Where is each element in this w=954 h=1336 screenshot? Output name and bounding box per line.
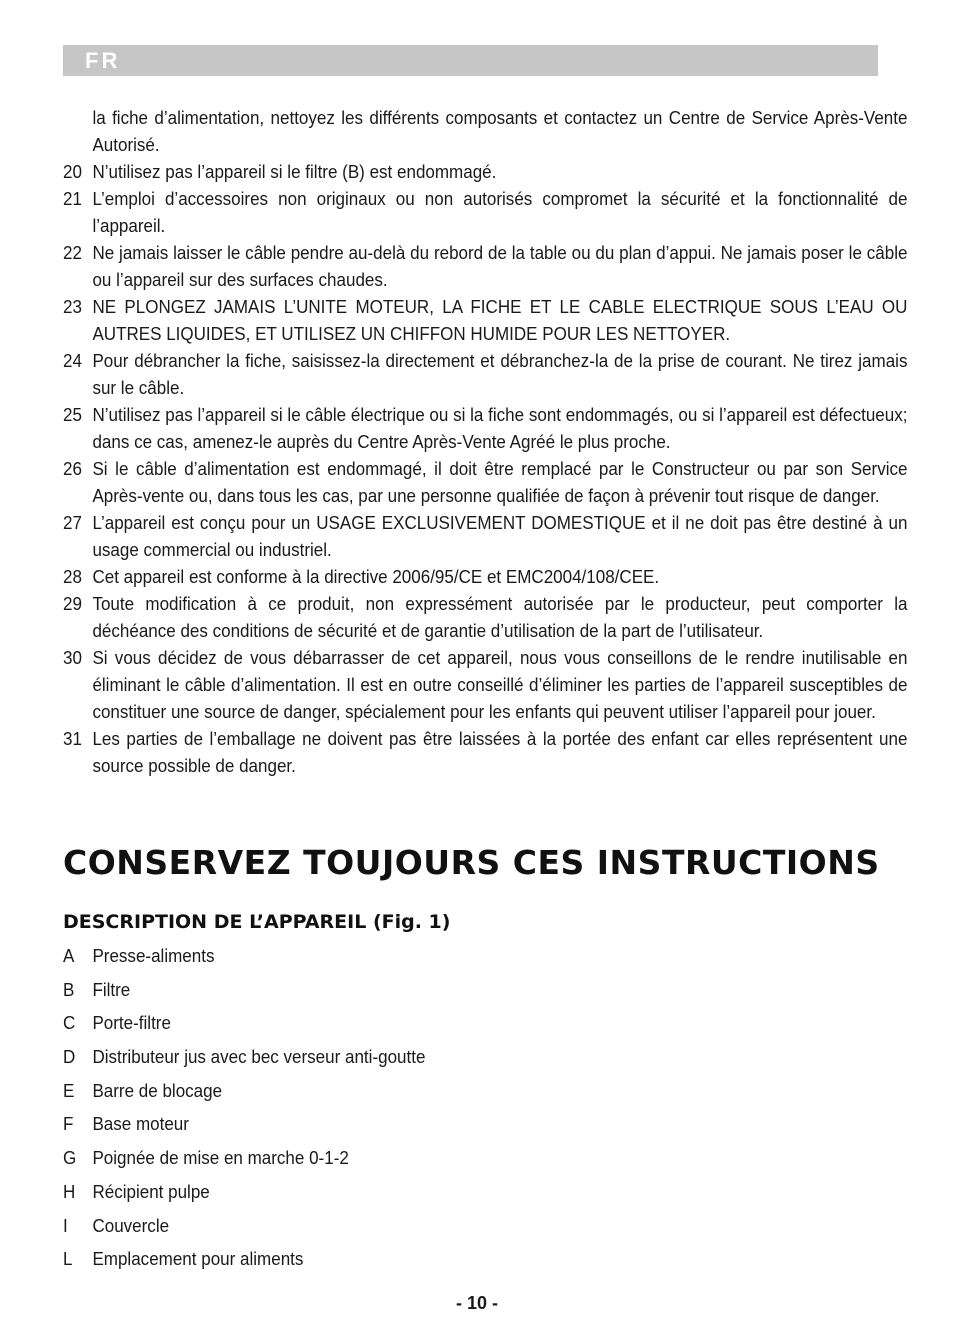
- rule-number: 31: [63, 728, 82, 749]
- rule-number: 25: [63, 404, 82, 425]
- section-heading: DESCRIPTION DE L’APPAREIL (Fig. 1): [63, 911, 451, 933]
- part-item: [63, 1012, 425, 1046]
- part-label: Poignée de mise en marche 0-1-2: [92, 1147, 349, 1169]
- rule-item: [63, 725, 907, 779]
- part-label: Récipient pulpe: [92, 1180, 210, 1202]
- rule-text: L’appareil est conçu pour un USAGE EXCLUSIVEMENT DOMESTIQUE et il ne doit pas être destiné à un usage commercial ou industriel.: [92, 512, 908, 560]
- language-label: FR: [85, 48, 121, 73]
- part-letter: F: [63, 1113, 74, 1135]
- rule-text: Pour débrancher la fiche, saisissez-la directement et débranchez-la de la prise de courant. Ne tirez jamais sur le câble.: [92, 350, 908, 398]
- rule-number: 29: [63, 593, 82, 614]
- parts-list: [63, 945, 457, 1282]
- part-letter: E: [63, 1079, 75, 1101]
- part-item: [63, 1147, 425, 1181]
- part-item: [63, 1080, 425, 1114]
- rule-item: [63, 644, 907, 725]
- part-label: Base moteur: [92, 1113, 189, 1135]
- page-number: - 10 -: [455, 1293, 498, 1313]
- part-label: Barre de blocage: [92, 1079, 223, 1101]
- rule-item: [63, 563, 907, 590]
- rule-number: 21: [63, 188, 82, 209]
- rule-item: [63, 104, 907, 158]
- part-letter: I: [63, 1214, 68, 1236]
- rule-text: Les parties de l’emballage ne doivent pas être laissées à la portée des enfant car elles représentent une source possible de danger.: [92, 728, 908, 776]
- rule-item: [63, 347, 907, 401]
- part-letter: L: [63, 1248, 73, 1270]
- part-item: [63, 1113, 425, 1147]
- rule-item: [63, 401, 907, 455]
- rule-text: Si le câble d’alimentation est endommagé, il doit être remplacé par le Constructeur ou par son Service Après-vente ou, dans tous les cas, par une personne qualifiée de façon à prévenir tout risque de danger.: [92, 458, 908, 506]
- rule-number: 27: [63, 512, 82, 533]
- part-item: [63, 1181, 425, 1215]
- page-title: CONSERVEZ TOUJOURS CES INSTRUCTIONS: [63, 843, 880, 882]
- rule-item: [63, 185, 907, 239]
- part-item: [63, 945, 425, 979]
- rule-number: 20: [63, 161, 82, 182]
- rule-text: Ne jamais laisser le câble pendre au-delà du rebord de la table ou du plan d’appui. Ne jamais poser le câble ou l’appareil sur des surfaces chaudes.: [92, 242, 908, 290]
- part-label: Couvercle: [92, 1214, 170, 1236]
- rule-text: Toute modification à ce produit, non expressément autorisée par le producteur, peut comporter la déchéance des conditions de sécurité et de garantie d’utilisation de la part de l’utilisateur.: [92, 593, 908, 641]
- part-label: Emplacement pour aliments: [92, 1248, 304, 1270]
- part-item: [63, 1046, 425, 1080]
- part-item: [63, 979, 425, 1013]
- part-item: [63, 1215, 425, 1249]
- rule-item: [63, 455, 907, 509]
- part-letter: C: [63, 1012, 76, 1034]
- part-label: Presse-aliments: [92, 945, 215, 966]
- rule-item: [63, 239, 907, 293]
- part-letter: G: [63, 1147, 77, 1169]
- part-label: Porte-filtre: [92, 1012, 171, 1034]
- rule-item: [63, 158, 907, 185]
- rule-text: N’utilisez pas l’appareil si le câble électrique ou si la fiche sont endommagés, ou si l’appareil est défectueux; dans ce cas, amenez-le auprès du Centre Après-Vente Agréé le plus proche.: [92, 404, 908, 452]
- rule-item: [63, 509, 907, 563]
- part-letter: B: [63, 978, 75, 1000]
- rule-number: 23: [63, 296, 82, 317]
- part-letter: D: [63, 1046, 76, 1068]
- rule-text: la fiche d’alimentation, nettoyez les différents composants et contactez un Centre de Service Après-Vente Autorisé.: [92, 107, 908, 155]
- rule-text: Cet appareil est conforme à la directive 2006/95/CE et EMC2004/108/CEE.: [92, 566, 660, 587]
- rule-number: 30: [63, 647, 82, 668]
- rule-text: Si vous décidez de vous débarrasser de cet appareil, nous vous conseillons de le rendre inutilisable en éliminant le câble d’alimentation. Il est en outre conseillé d’éliminer les parties de l’appareil susceptibles de constituer une source de danger, spécialement pour les enfants qui peuvent utiliser l’appareil pour jouer.: [92, 647, 908, 722]
- rule-item: [63, 590, 907, 644]
- rule-text: NE PLONGEZ JAMAIS L’UNITE MOTEUR, LA FICHE ET LE CABLE ELECTRIQUE SOUS L’EAU OU AUTRES LIQUIDES, ET UTILISEZ UN CHIFFON HUMIDE POUR LES NETTOYER.: [92, 296, 908, 344]
- rule-text: L’emploi d’accessoires non originaux ou non autorisés compromet la sécurité et la fonctionnalité de l’appareil.: [92, 188, 908, 236]
- rule-item: [63, 293, 907, 347]
- part-letter: H: [63, 1180, 76, 1202]
- part-item: [63, 1248, 425, 1282]
- rule-number: 28: [63, 566, 82, 587]
- part-letter: A: [63, 945, 75, 966]
- rule-number: 26: [63, 458, 82, 479]
- safety-rules-list: [63, 104, 908, 779]
- language-header-bar: [63, 45, 878, 76]
- rule-number: 22: [63, 242, 82, 263]
- rule-text: N’utilisez pas l’appareil si le filtre (B) est endommagé.: [92, 161, 497, 182]
- part-label: Distributeur jus avec bec verseur anti-goutte: [92, 1046, 426, 1068]
- part-label: Filtre: [92, 978, 131, 1000]
- rule-number: 24: [63, 350, 82, 371]
